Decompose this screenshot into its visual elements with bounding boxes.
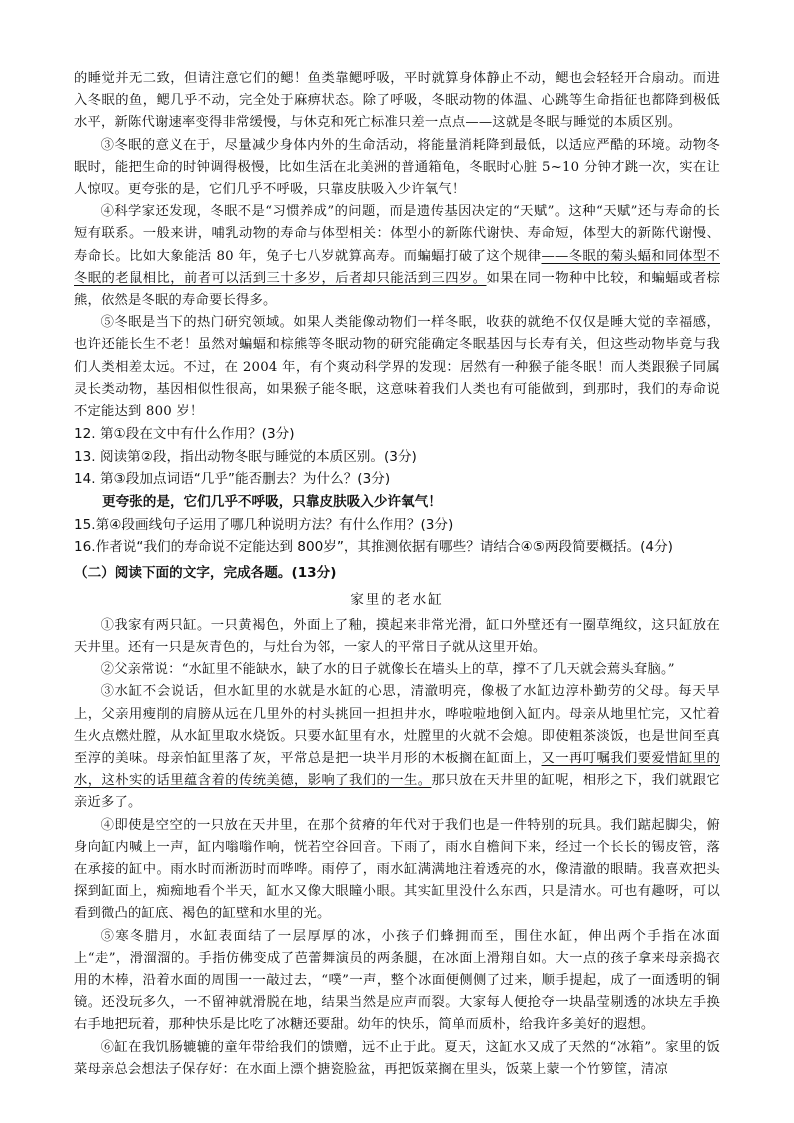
question-16: 16.作者说“我们的寿命说不定能达到 800岁”，其推测依据有哪些？请结合④⑤两段简要概括。(4分) bbox=[74, 539, 673, 556]
article1-paragraph-5: ⑤冬眠是当下的热门研究领域。如果人类能像动物们一样冬眠，收获的就绝不仅仅是睡大觉的幸福感，也许还能长生不老！虽然对蝙蝠和棕熊等冬眠动物的研究能确定冬眠基因与长寿有关，但这些动物毕竟与我们人类相差太远。不过，在 2004 年，有个爽动科学界的发现：居然有一种猴子能冬眠！而人类跟猴子同属灵长类动物，基因相似性很高，如果猴子能冬眠，这意味着我们人类也有可能做到，到那时，我们的寿命说不定能达到 800 岁！ bbox=[74, 315, 720, 420]
article1-paragraph-2-continued: 的睡觉并无二致，但请注意它们的鳃！鱼类靠鳃呼吸，平时就算身体静止不动，鳃也会轻轻开合扇动。而进入冬眠的鱼，鳃几乎不动，完全处于麻痹状态。除了呼吸，冬眠动物的体温、心跳等生命指征也都降到极低水平，新陈代谢速率变得非常缓慢，与休克和死亡标准只差一点点——这就是冬眠与睡觉的本质区别。 bbox=[74, 71, 720, 131]
question-12: 12. 第①段在文中有什么作用？(3分) bbox=[74, 426, 295, 443]
p4-text-b: 如果在同一物种中比较，和蝙蝠或者棕熊，依然是冬眠的寿命要长得多。 bbox=[74, 270, 720, 309]
p4-underlined-sentence: ——冬眠的菊头蝠和同体型不冬眠的老鼠相比，前者可以活到三十多岁，后者却只能活到三四岁。 bbox=[74, 248, 720, 286]
article2-paragraph-4: ④即使是空空的一只放在天井里，在那个贫瘠的年代对于我们也是一件特别的玩具。我们踮起脚尖，俯身向缸内喊上一声，缸内嗡嗡作响，恍若空谷回音。下雨了，雨水自檐间下来，经过一个长长的锡皮管，落在承接的缸中。雨水时而淅沥时而哗哗。雨停了，雨水缸满满地注着透亮的水，像清澈的眼睛。我喜欢把头探到缸面上，痴痴地看个半天，缸水又像大眼瞳小眼。其实缸里没什么东西，只是清水。可也有趣呀，可以看到微凸的缸底、褐色的缸壁和水里的光。 bbox=[74, 817, 720, 922]
question-14-quote: 更夸张的是，它们几乎不呼吸，只靠皮肤吸入少许氧气！ bbox=[102, 494, 442, 511]
article1-paragraph-3: ③冬眠的意义在于，尽量减少身体内外的生命活动，将能量消耗降到最低，以适应严酷的环境。动物冬眠时，能把生命的时钟调得极慢，比如生活在北美洲的普通箱龟，冬眠时心脏 5~10 分钟才跳一次，实在让人惊叹。更夸张的是，它们几乎不呼吸，只靠皮肤吸入少许氧气！ bbox=[74, 137, 720, 198]
p3-text-a: ③水缸不会说话，但水缸里的水就是水缸的心思，清澈明亮，像极了水缸边淳朴勤劳的父母。每天早上，父亲用瘦削的肩膀从远在几里外的村头挑回一担担井水，哗啦啦地倒入缸内。母亲从地里忙完，又忙着生火点燃灶膛，从水缸里取水烧饭。只要水缸里有水，灶膛里的火就不会熄。即使粗茶淡饭，也是世间至真至淳的美味。母亲怕缸里落了灰，平常总是把一块半月形的木板搁在缸面上， bbox=[74, 684, 720, 767]
p4-text-a: ④科学家还发现，冬眠不是“习惯养成”的问题，而是遗传基因决定的“天赋”。这种“天赋”还与寿命的长短有联系。一般来讲，哺乳动物的寿命与体型相关：体型小的新陈代谢快、寿命短，体型大的新陈代谢慢、寿命长。比如大象能活 80 年，兔子七八岁就算高寿。而蝙蝠打破了这个规律 bbox=[74, 204, 720, 264]
article2-paragraph-5: ⑤寒冬腊月，水缸表面结了一层厚厚的冰，小孩子们蜂拥而至，围住水缸，伸出两个手指在冰面上“走”，滑溜溜的。手指仿佛变成了芭蕾舞演员的两条腿，在冰面上滑翔自如。大一点的孩子拿来母亲捣衣用的木棒，沿着水面的周围一一敲过去，“噗”一声，整个冰面便侧侧了过来，顺手提起，成了一面透明的铜镜。还没玩多久，一不留神就滑脱在地，结果当然是应声而裂。大家每人便抢夺一块晶莹剔透的冰块左手换右手地把玩着，那种快乐是比吃了冰糖还要甜。幼年的快乐，简单而质朴，给我许多美好的遐想。 bbox=[74, 928, 720, 1033]
article2-title: 家里的老水缸 bbox=[350, 591, 444, 608]
section-2-heading: （二）阅读下面的文字，完成各题。(13分) bbox=[74, 564, 337, 581]
p3-text-b: 那只放在天井里的缸呢，相形之下，我们就跟它亲近多了。 bbox=[74, 773, 720, 811]
article2-paragraph-2: ②父亲常说：“水缸里不能缺水，缺了水的日子就像长在墙头上的草，撑不了几天就会蔫头耷脑。” bbox=[100, 662, 675, 678]
question-13: 13. 阅读第②段，指出动物冬眠与睡觉的本质区别。(3分) bbox=[74, 448, 417, 465]
article2-paragraph-1: ①我家有两只缸。一只黄褐色，外面上了釉，摸起来非常光滑，缸口外壁还有一圈草绳纹，这只缸放在天井里。还有一只是灰青色的，与灶台为邻，一家人的平常日子就从这里开始。 bbox=[74, 617, 720, 656]
p3-underlined-sentence: 又一再叮嘱我们要爱惜缸里的水，这朴实的话里蕴含着的传统美德，影响了我们的一生。 bbox=[74, 751, 720, 789]
question-14: 14. 第③段加点词语“几乎”能否删去？为什么？(3分) bbox=[74, 471, 391, 488]
article2-paragraph-6: ⑥缸在我饥肠辘辘的童年带给我们的馈赠，远不止于此。夏天，这缸水又成了天然的“冰箱”。家里的饭菜母亲总会想法子保存好：在水面上漂个搪瓷脸盆，再把饭菜搁在里头，饭菜上蒙一个竹箩筐，清凉 bbox=[74, 1039, 720, 1077]
page-content bbox=[74, 68, 720, 1081]
article2-paragraph-3 bbox=[74, 681, 720, 814]
question-15: 15.第④段画线句子运用了哪几种说明方法？有什么作用？(3分) bbox=[74, 516, 454, 533]
article1-paragraph-4 bbox=[74, 201, 720, 312]
